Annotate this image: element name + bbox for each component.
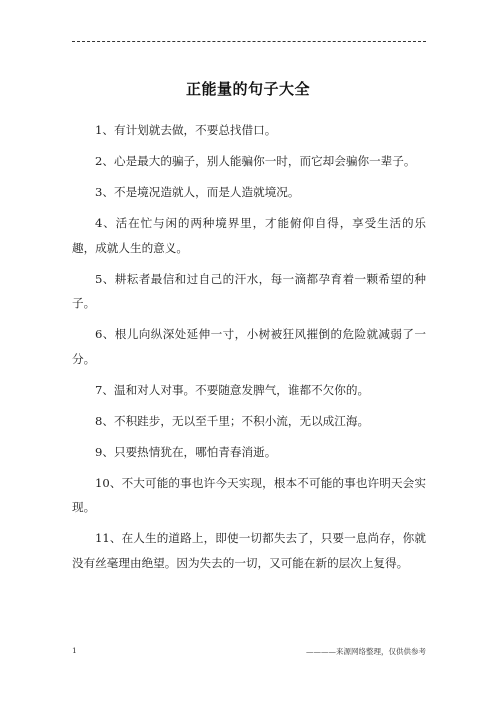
header-dashed-rule: [72, 41, 426, 42]
paragraph-3: 3、不是境况造就人，而是人造就境况。: [95, 185, 300, 199]
page-number: 1: [72, 646, 77, 655]
page-footer: [72, 646, 426, 660]
page-title: 正能量的句子大全: [185, 80, 310, 98]
paragraph-10: 10、不大可能的事也许今天实现，根本不可能的事也许明天会实现。: [72, 475, 426, 514]
paragraph-6: 6、根儿向纵深处延伸一寸，小树被狂风摧倒的危险就减弱了一分。: [72, 327, 426, 366]
paragraph-4: 4、活在忙与闲的两种境界里，才能俯仰自得，享受生活的乐趣，成就人生的意义。: [72, 216, 426, 255]
paragraph-11: 11、在人生的道路上，即使一切都失去了，只要一息尚存，你就没有丝毫理由绝望。因为失去的一切，又可能在新的层次上复得。: [72, 531, 426, 570]
paragraph-9: 9、只要热情犹在，哪怕青春消逝。: [95, 444, 277, 459]
paragraph-2: 2、心是最大的骗子，别人能骗你一时，而它却会骗你一辈子。: [95, 154, 416, 168]
paragraph-8: 8、不积跬步，无以至千里；不积小流，无以成江海。: [95, 413, 370, 428]
document-body: [72, 118, 426, 582]
footer-note: ————来源网络整理，仅供供参考: [306, 647, 426, 656]
paragraph-1: 1、有计划就去做，不要总找借口。: [95, 123, 277, 137]
paragraph-7: 7、温和对人对事。不要随意发脾气，谁都不欠你的。: [95, 382, 370, 397]
paragraph-5: 5、耕耘者最信和过自己的汗水，每一滴都孕育着一颗希望的种子。: [72, 271, 426, 310]
